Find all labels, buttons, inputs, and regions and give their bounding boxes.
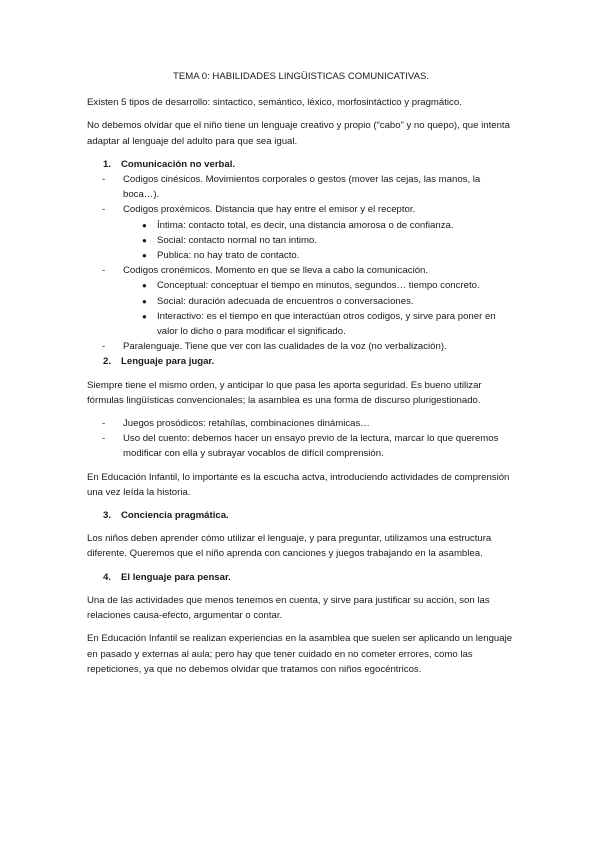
list-item-text: Codigos cinésicos. Movimientos corporales o gestos (mover las cejas, las manos, la boca…). [123,174,481,201]
section-number: 4. [103,571,112,583]
list-item [87,263,515,278]
sub-list-item-text: Social: contacto normal no tan intimo. [157,234,317,246]
section-title: Comunicación no verbal. [121,158,236,170]
document-title: TEMA 0: HABILIDADES LINGÜISTICAS COMUNICATIVAS. [172,71,430,82]
section-1-heading [87,157,515,172]
section-4-paragraph-1: Una de las actividades que menos tenemos en cuenta, y sirve para justificar su acción, son las relaciones causa-efecto, argumentar o contar. [87,594,490,622]
list-item [87,431,515,461]
section-number: 3. [103,510,112,522]
dash-marker: - [102,174,106,186]
intro-paragraph-2: No debemos olvidar que el niño tiene un lenguaje creativo y propio (“cabo” y no quepo), que intenta adaptar al lenguaje del adulto para que sea igual. [87,120,510,147]
sub-list-item-text: Íntima: contacto total, es decir, una distancia amorosa o de confianza. [157,219,454,231]
section-title: Lenguaje para jugar. [121,356,215,368]
list-item [87,339,515,354]
bullet-icon: ● [142,311,147,321]
section-number: 2. [103,356,112,368]
list-item-text: Paralenguaje. Tiene que ver con las cualidades de la voz (no verbalización). [123,341,447,353]
section-2-paragraph-1: Siempre tiene el mismo orden, y anticipar lo que pasa les aporta seguridad. Es bueno utilizar fórmulas lingüísticas convencionales; la asamblea es una forma de discurso plurigestionado. [87,379,482,406]
dash-marker: - [102,204,106,216]
bullet-icon: ● [142,281,147,291]
sub-list-item-text: Conceptual: conceptuar el tiempo en minutos, segundos… tiempo concreto. [157,280,480,292]
dash-marker: - [102,418,106,430]
section-3-heading [87,508,515,523]
dash-marker: - [102,265,106,277]
document-body [87,69,515,685]
sub-list-item [87,233,515,248]
sub-list-item [87,248,515,263]
bullet-icon: ● [142,220,147,230]
list-item-text: Juegos prosódicos: retahílas, combinaciones dinámicas… [123,418,370,430]
section-4-heading [87,570,515,585]
section-number: 1. [103,158,112,170]
list-item [87,172,515,202]
sub-list-item [87,309,515,339]
list-item-text: Codigos cronémicos. Momento en que se lleva a cabo la comunicación. [123,265,429,277]
bullet-icon: ● [142,296,147,306]
sub-list-item [87,218,515,233]
list-item-text: Codigos proxémicos. Distancia que hay entre el emisor y el receptor. [123,204,416,216]
section-2-heading [87,354,515,369]
sub-list-item-text: Interactivo: es el tiempo en que interactúan otros codigos, y sirve para poner en valor lo dicho o para modificar el significado. [157,310,496,338]
list-item-text: Uso del cuento: debemos hacer un ensayo previo de la lectura, marcar lo que queremos modificar con ella y subrayar vocablos de difícil comprensión. [123,433,499,460]
section-title: El lenguaje para pensar. [121,571,231,583]
bullet-icon: ● [142,235,147,245]
sub-list-item [87,294,515,309]
intro-paragraph-1: Existen 5 tipos de desarrollo: sintactico, semántico, léxico, morfosintáctico y pragmático. [87,97,462,109]
list-item [87,202,515,217]
sub-list-item-text: Publica: no hay trato de contacto. [157,250,300,262]
section-2-paragraph-2: En Educación Infantil, lo importante es la escucha actva, introduciendo actividades de comprensión una vez leída la historia. [87,471,510,498]
section-4-paragraph-2: En Educación Infantil se realizan experiencias en la asamblea que suelen ser aplicando un lenguaje en pasado y externas al aula; pero hay que tener cuidado en no cometer errores, como las repeticiones, ya que no debemos olvidar que tratamos con niños egocéntricos. [87,633,513,675]
list-item [87,416,515,431]
dash-marker: - [102,341,106,353]
sub-list-item [87,278,515,293]
bullet-icon: ● [142,251,147,261]
sub-list-item-text: Social: duración adecuada de encuentros o conversaciones. [157,295,414,307]
section-3-paragraph: Los niños deben aprender cómo utilizar el lenguaje, y para preguntar, utilizamos una estructura diferente. Queremos que el niño aprenda con canciones y juegos trabajando en la asamblea. [87,533,492,560]
dash-marker: - [102,433,106,445]
section-title: Conciencia pragmática. [121,510,229,522]
